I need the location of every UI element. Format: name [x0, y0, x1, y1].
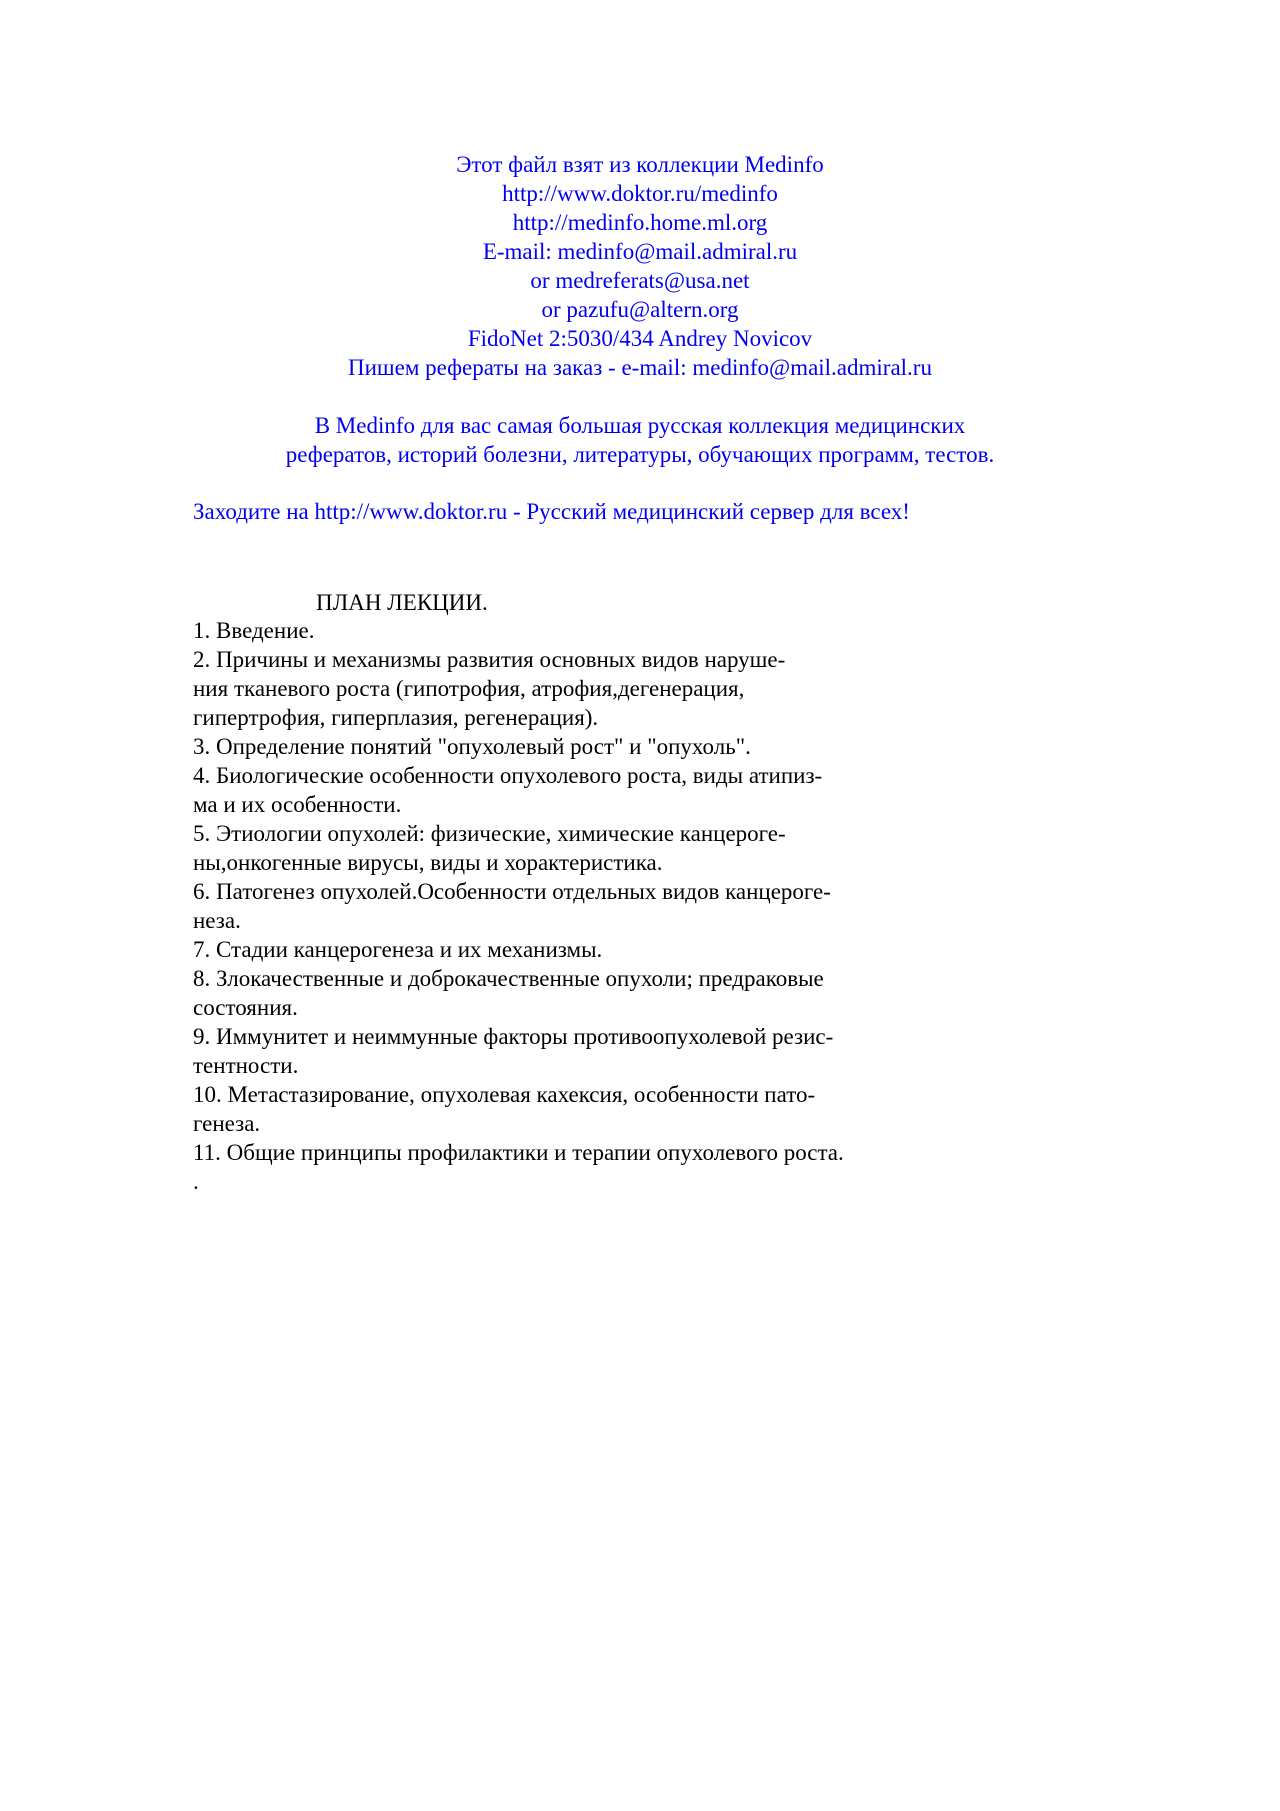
- plan-line: тентности.: [193, 1053, 299, 1078]
- header-link-doktor-medinfo[interactable]: http://www.doktor.ru/medinfo: [502, 181, 778, 206]
- plan-list: [193, 616, 933, 1196]
- plan-line: .: [193, 1169, 199, 1194]
- plan-line: ма и их особенности.: [193, 792, 402, 817]
- header-link-medinfo-home[interactable]: http://medinfo.home.ml.org: [512, 210, 768, 235]
- plan-line: состояния.: [193, 995, 298, 1020]
- plan-line: 10. Метастазирование, опухолевая кахексия, особенности пато-: [193, 1082, 816, 1107]
- plan-line: 8. Злокачественные и доброкачественные опухоли; предраковые: [193, 966, 824, 991]
- plan-line: 6. Патогенез опухолей.Особенности отдельных видов канцероге-: [193, 879, 831, 904]
- collection-header: [0, 150, 1280, 382]
- plan-line: 9. Иммунитет и неиммунные факторы противоопухолевой резис-: [193, 1024, 834, 1049]
- plan-line: 11. Общие принципы профилактики и терапии опухолевого роста.: [193, 1140, 844, 1165]
- collection-line-2: рефератов, историй болезни, литературы, обучающих программ, тестов.: [285, 442, 995, 467]
- plan-line: 5. Этиологии опухолей: физические, химические канцероге-: [193, 821, 786, 846]
- plan-line: гипертрофия, гиперплазия, регенерация).: [193, 705, 599, 730]
- header-email-altern[interactable]: or pazufu@altern.org: [541, 297, 739, 322]
- collection-line-1: В Medinfo для вас самая большая русская коллекция медицинских: [314, 413, 966, 438]
- plan-line: 7. Стадии канцерогенеза и их механизмы.: [193, 937, 603, 962]
- plan-line: ны,онкогенные вирусы, виды и хорактеристика.: [193, 850, 663, 875]
- plan-line: генеза.: [193, 1111, 261, 1136]
- header-fidonet: FidoNet 2:5030/434 Andrey Novicov: [467, 326, 813, 351]
- visit-doktor-link[interactable]: Заходите на http://www.doktor.ru - Русский медицинский сервер для всех!: [193, 499, 910, 524]
- plan-line: 4. Биологические особенности опухолевого роста, виды атипиз-: [193, 763, 823, 788]
- plan-line: 1. Введение.: [193, 618, 315, 643]
- plan-line: 3. Определение понятий "опухолевый рост" и "опухоль".: [193, 734, 751, 759]
- header-email-admiral[interactable]: E-mail: medinfo@mail.admiral.ru: [482, 239, 798, 264]
- collection-description: [230, 411, 1050, 469]
- plan-line: ния тканевого роста (гипотрофия, атрофия,дегенерация,: [193, 676, 745, 701]
- plan-line: неза.: [193, 908, 241, 933]
- header-order-email[interactable]: Пишем рефераты на заказ - e-mail: medinfo@mail.admiral.ru: [348, 355, 932, 380]
- header-line-source: Этот файл взят из коллекции Medinfo: [456, 152, 824, 177]
- header-email-usa[interactable]: or medreferats@usa.net: [530, 268, 750, 293]
- plan-title: ПЛАН ЛЕКЦИИ.: [316, 590, 488, 615]
- plan-line: 2. Причины и механизмы развития основных видов наруше-: [193, 647, 786, 672]
